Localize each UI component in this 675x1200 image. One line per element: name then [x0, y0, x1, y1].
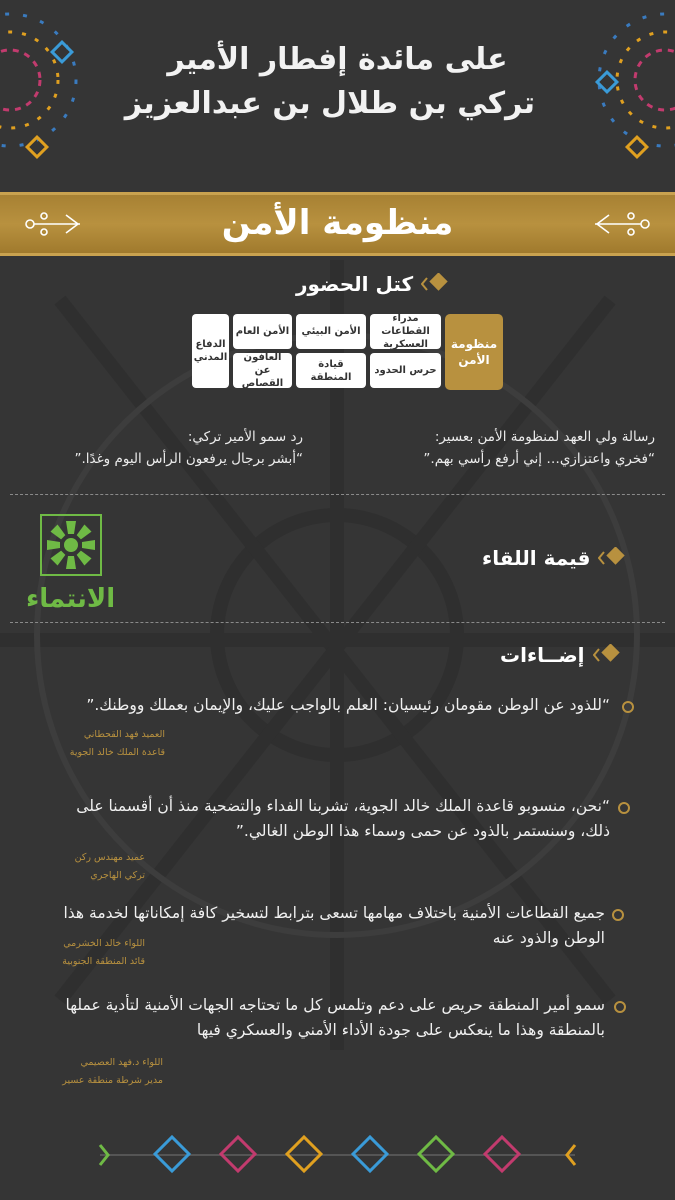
insight-item-3-author — [62, 935, 145, 971]
banner-title: منظومة الأمن — [221, 203, 454, 243]
bullet-icon — [622, 701, 634, 713]
prince-turki-reply-line1: رد سمو الأمير تركي: — [187, 429, 303, 445]
title-line-1: على مائدة إفطار الأمير — [167, 42, 508, 77]
bullet-icon — [612, 909, 624, 921]
author-title: مدير شرطة منطقة عسير — [62, 1075, 163, 1086]
bottom-ornament — [100, 1137, 575, 1171]
block-retribution-pardoners: العافون عن القصاص — [233, 353, 292, 388]
section-banner — [0, 192, 675, 256]
author-name: اللواء د.فهد العصيمي — [80, 1057, 163, 1068]
diamond-icon — [598, 547, 632, 569]
prince-turki-reply-line2: “أبشر برجال يرفعون الرأس اليوم وغدًا.” — [74, 451, 303, 467]
author-name: العميد فهد القحطاني — [83, 729, 165, 740]
insight-item-1-author — [70, 726, 165, 762]
block-military-sectors-directors: مدراء القطاعات العسكرية — [370, 314, 441, 349]
block-civil-defense: الدفاع المدني — [192, 314, 229, 388]
author-title: قاعدة الملك خالد الجوية — [69, 747, 165, 758]
title-line-2: تركي بن طلال بن عبدالعزيز — [124, 86, 535, 121]
bullet-icon — [618, 802, 630, 814]
attendance-heading-label: كتل الحضور — [296, 272, 414, 296]
sun-burst-icon — [40, 514, 102, 576]
arrow-ornament-icon — [591, 209, 653, 239]
prince-turki-reply — [75, 426, 304, 470]
block-border-guard: حرس الحدود — [370, 353, 441, 388]
page-title — [124, 38, 535, 126]
corner-ornament-right — [597, 14, 675, 157]
insights-heading-label: إضــاءات — [500, 643, 585, 667]
insight-item-4-text: سمو أمير المنطقة حريص على دعم وتلمس كل ما تحتاجه الجهات الأمنية لتأدية عملها بالمنطقة وهذا ما ينعكس على جودة الأداء الأمني والعسكري فيها — [65, 996, 605, 1039]
insight-item-1-text: “للذود عن الوطن مقومان رئيسيان: العلم بالواجب عليك، والإيمان بعملك ووطنك.” — [86, 696, 610, 714]
author-title: تركي الهاجري — [90, 870, 145, 881]
insight-item-4-author — [62, 1054, 163, 1090]
crown-prince-message-line2: “فخري واعتزازي… إني أرفع رأسي بهم.” — [423, 451, 655, 467]
insight-item-3-text: جميع القطاعات الأمنية باختلاف مهامها تسعى بترابط لتسخير كافة إمكاناتها لخدمة هذا الوطن والذود عنه — [63, 904, 605, 947]
belonging-label: الانتماء — [26, 584, 116, 614]
block-public-security: الأمن العام — [233, 314, 292, 349]
bullet-icon — [614, 1001, 626, 1013]
crown-prince-message — [423, 426, 655, 470]
block-environmental-security: الأمن البيئي — [296, 314, 366, 349]
meeting-value-heading — [482, 546, 632, 570]
insight-item-2-text: “نحن، منسوبو قاعدة الملك خالد الجوية، تشربنا الفداء والتضحية منذ أن أقسمنا على ذلك، وسنستمر بالذود عن حمى وسماء هذا الوطن الغالي.” — [76, 797, 610, 840]
author-name: عميد مهندس ركن — [74, 852, 145, 863]
block-region-command: قيادة المنطقة — [296, 353, 366, 388]
meeting-value-heading-label: قيمة اللقاء — [482, 546, 591, 570]
divider — [10, 622, 665, 623]
diamond-icon — [593, 644, 627, 666]
attendance-heading — [296, 272, 455, 296]
corner-ornament-left — [0, 14, 76, 157]
insight-item-2-author — [75, 849, 145, 885]
diamond-icon — [421, 273, 455, 295]
crown-prince-message-line1: رسالة ولي العهد لمنظومة الأمن بعسير: — [434, 429, 655, 445]
divider — [10, 494, 665, 495]
block-security-system: منظومة الأمن — [445, 314, 503, 390]
insights-heading — [500, 643, 627, 667]
author-title: قائد المنطقة الجنوبية — [62, 956, 145, 967]
author-name: اللواء خالد الخشرمي — [63, 938, 145, 949]
